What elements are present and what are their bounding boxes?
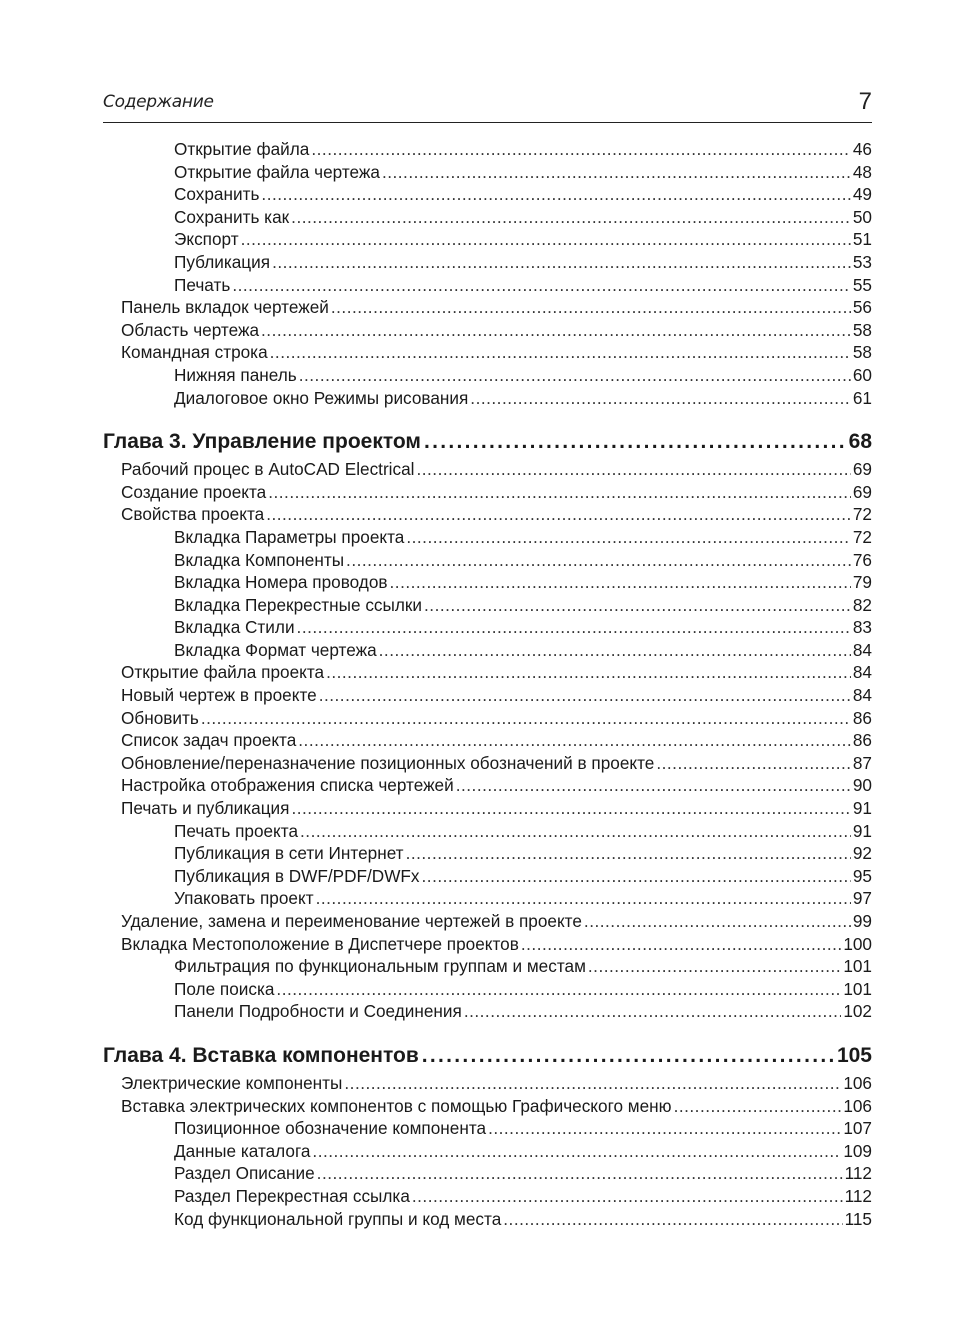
dot-leader [424,595,851,616]
toc-page-number: 97 [852,888,872,909]
toc-entry-title: Вкладка Стили [174,617,295,638]
toc-entry-title: Фильтрация по функциональным группам и местам [174,956,586,977]
toc-subsection-entry [103,1209,872,1232]
toc-section-entry [103,775,872,798]
dot-leader [503,1209,842,1230]
toc-entry-title: Обновление/переназначение позиционных обозначений в проекте [121,752,655,773]
toc-page-number: 84 [852,685,872,706]
toc-page-number: 76 [852,549,872,570]
toc-entry-title: Печать проекта [174,820,299,841]
toc-entry-title: Создание проекта [121,481,267,502]
dot-leader [232,275,851,296]
toc-section-entry [103,753,872,776]
toc-page-number: 69 [852,481,872,502]
toc-section-entry [103,482,872,505]
dot-leader [424,430,846,454]
toc-subsection-entry [103,956,872,979]
dot-leader [390,572,851,593]
toc-subsection-entry [103,617,872,640]
toc-entry-title: Область чертежа [121,319,260,340]
toc-chapter-heading [103,1044,872,1070]
toc-entry-title: Открытие файла чертежа [174,161,380,182]
toc-page-number: 60 [852,364,872,385]
toc-entry-title: Позиционное обозначение компонента [174,1118,487,1139]
toc-page-number: 106 [843,1072,872,1093]
toc-entry-title: Сохранить как [174,206,290,227]
toc-entry-title: Панели Подробности и Соединения [174,1001,462,1022]
dot-leader [268,482,851,503]
toc-page-number: 92 [852,843,872,864]
toc-entry-title: Диалоговое окно Режимы рисования [174,387,469,408]
dot-leader [470,388,851,409]
toc-page-number: 69 [852,459,872,480]
dot-leader [521,934,841,955]
toc-subsection-entry [103,1163,872,1186]
toc-entry-title: Вставка электрических компонентов с помощью Графического меню [121,1095,672,1116]
toc-entry-title: Список задач проекта [121,730,297,751]
toc-entry-title: Обновить [121,707,199,728]
toc-page-number: 87 [852,752,872,773]
toc-entry-title: Вкладка Номера проводов [174,572,388,593]
dot-leader [270,342,851,363]
toc-page-number: 72 [852,526,872,547]
dot-leader [331,297,851,318]
toc-subsection-entry [103,1118,872,1141]
toc-entry-title: Код функциональной группы и код места [174,1208,502,1229]
dot-leader [674,1096,842,1117]
toc-page-number: 84 [852,639,872,660]
dot-leader [422,866,851,887]
toc-section-entry [103,459,872,482]
toc-page-number: 91 [852,820,872,841]
toc-section-entry [103,911,872,934]
dot-leader [316,888,851,909]
dot-leader [291,207,851,228]
dot-leader [261,184,850,205]
toc-section-entry [103,730,872,753]
toc-page-number: 56 [852,297,872,318]
toc-entry-title: Рабочий процес в AutoCAD Electrical [121,459,415,480]
toc-subsection-entry [103,1186,872,1209]
table-of-contents [103,139,872,1231]
dot-leader [311,139,851,160]
toc-section-entry [103,342,872,365]
dot-leader [406,527,851,548]
toc-section-entry [103,708,872,731]
dot-leader [656,753,851,774]
toc-entry-title: Печать [174,274,231,295]
toc-entry-title: Публикация в сети Интернет [174,843,404,864]
toc-subsection-entry [103,843,872,866]
dot-leader [588,956,841,977]
toc-section-entry [103,798,872,821]
toc-entry-title: Настройка отображения списка чертежей [121,775,454,796]
toc-page-number: 91 [852,798,872,819]
toc-entry-title: Сохранить [174,184,260,205]
dot-leader [317,1163,843,1184]
toc-page-number: 46 [852,139,872,159]
toc-entry-title: Вкладка Формат чертежа [174,639,377,660]
dot-leader [456,775,851,796]
toc-section-entry [103,320,872,343]
dot-leader [266,504,851,525]
toc-subsection-entry [103,595,872,618]
toc-entry-title: Открытие файла [174,139,310,159]
toc-page-number: 84 [852,662,872,683]
toc-entry-title: Вкладка Перекрестные ссылки [174,594,423,615]
toc-page-number: 102 [843,1001,872,1022]
toc-page-number: 51 [852,229,872,250]
dot-leader [422,1044,834,1068]
toc-subsection-entry [103,640,872,663]
toc-page-number: 95 [852,865,872,886]
dot-leader [298,730,851,751]
toc-page-number: 55 [852,274,872,295]
toc-entry-title: Вкладка Параметры проекта [174,526,405,547]
dot-leader [319,685,851,706]
dot-leader [272,252,851,273]
toc-entry-title: Командная строка [121,342,268,363]
toc-entry-title: Вкладка Компоненты [174,549,345,570]
page-header [103,88,872,123]
toc-page-number: 49 [852,184,872,205]
toc-entry-title: Экспорт [174,229,239,250]
toc-entry-title: Электрические компоненты [121,1072,343,1093]
toc-page-number: 115 [844,1208,872,1229]
dot-leader [201,708,851,729]
toc-page-number: 105 [836,1043,872,1067]
toc-page-number: 50 [852,206,872,227]
toc-entry-title: Раздел Описание [174,1163,315,1184]
dot-leader [291,798,850,819]
toc-subsection-entry [103,388,872,411]
dot-leader [406,843,851,864]
toc-page-number: 68 [848,430,872,454]
toc-entry-title: Вкладка Местоположение в Диспетчере проектов [121,933,519,954]
toc-entry-title: Публикация [174,251,271,272]
dot-leader [300,821,851,842]
toc-subsection-entry [103,275,872,298]
toc-page-number: 79 [852,572,872,593]
toc-entry-title: Новый чертеж в проекте [121,685,317,706]
toc-entry-title: Поле поиска [174,978,275,999]
toc-section-entry [103,297,872,320]
page-number: 7 [858,88,872,115]
toc-subsection-entry [103,866,872,889]
toc-subsection-entry [103,365,872,388]
dot-leader [488,1118,841,1139]
toc-entry-title: Упаковать проект [174,888,314,909]
running-title: Содержание [103,92,214,112]
toc-section-entry [103,1073,872,1096]
toc-page-number: 100 [843,933,872,954]
toc-page-number: 112 [844,1163,872,1184]
toc-page-number: 53 [852,251,872,272]
toc-subsection-entry [103,162,872,185]
dot-leader [297,617,851,638]
toc-subsection-entry [103,252,872,275]
toc-subsection-entry [103,139,872,162]
toc-subsection-entry [103,550,872,573]
dot-leader [261,320,851,341]
dot-leader [382,162,851,183]
toc-page-number: 99 [852,911,872,931]
dot-leader [464,1001,841,1022]
toc-entry-title: Свойства проекта [121,504,265,525]
dot-leader [416,459,850,480]
toc-page-number: 109 [843,1140,872,1161]
dot-leader [412,1186,843,1207]
toc-page-number: 101 [843,956,872,977]
toc-section-entry [103,685,872,708]
toc-page-number: 101 [843,978,872,999]
toc-page-number: 72 [852,504,872,525]
dot-leader [299,365,851,386]
toc-page-number: 106 [843,1095,872,1116]
toc-chapter-heading [103,430,872,456]
toc-subsection-entry [103,888,872,911]
dot-leader [326,662,851,683]
dot-leader [312,1141,841,1162]
toc-page-number: 86 [852,707,872,728]
toc-entry-title: Нижняя панель [174,364,297,385]
toc-entry-title: Панель вкладок чертежей [121,297,329,318]
toc-entry-title: Публикация в DWF/PDF/DWFx [174,865,420,886]
toc-page-number: 86 [852,730,872,751]
toc-page-number: 58 [852,342,872,363]
toc-entry-title: Данные каталога [174,1140,311,1161]
toc-subsection-entry [103,229,872,252]
dot-leader [276,979,841,1000]
toc-page-number: 61 [852,387,872,408]
toc-entry-title: Глава 3. Управление проектом [103,430,421,454]
toc-section-entry [103,504,872,527]
toc-entry-title: Раздел Перекрестная ссылка [174,1185,410,1206]
toc-page-number: 107 [843,1118,872,1139]
toc-subsection-entry [103,979,872,1002]
dot-leader [344,1073,841,1094]
toc-page-number: 83 [852,617,872,638]
dot-leader [379,640,851,661]
toc-page-number: 90 [852,775,872,796]
toc-page-number: 58 [852,319,872,340]
toc-entry-title: Удаление, замена и переименование чертежей в проекте [121,911,582,931]
toc-subsection-entry [103,1141,872,1164]
toc-page-number: 112 [844,1185,872,1206]
dot-leader [584,911,851,932]
toc-section-entry [103,1096,872,1119]
toc-entry-title: Открытие файла проекта [121,662,325,683]
toc-subsection-entry [103,572,872,595]
toc-entry-title: Печать и публикация [121,798,290,819]
toc-subsection-entry [103,1001,872,1024]
toc-page-number: 48 [852,161,872,182]
toc-subsection-entry [103,821,872,844]
dot-leader [346,550,851,571]
toc-subsection-entry [103,527,872,550]
toc-subsection-entry [103,207,872,230]
toc-entry-title: Глава 4. Вставка компонентов [103,1043,419,1067]
toc-section-entry [103,934,872,957]
dot-leader [241,229,851,250]
toc-section-entry [103,662,872,685]
toc-page-number: 82 [852,594,872,615]
toc-subsection-entry [103,184,872,207]
